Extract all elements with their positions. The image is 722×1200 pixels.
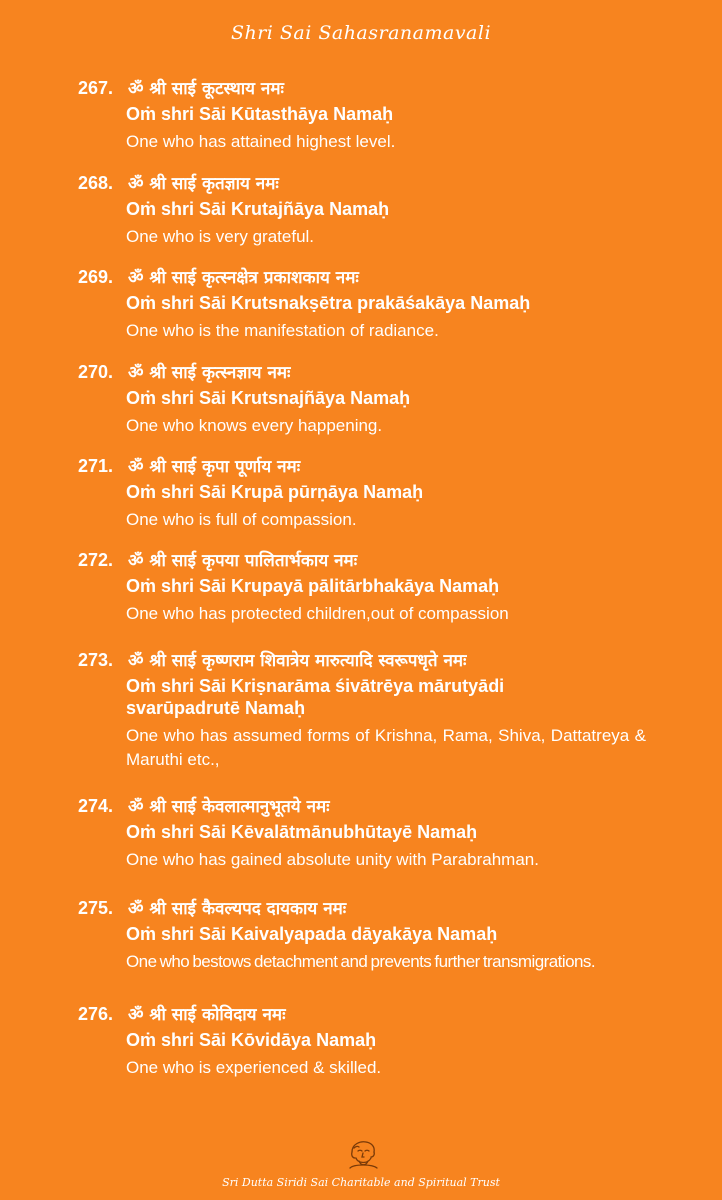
meaning-text: One who is the manifestation of radiance. [126, 321, 439, 340]
entry-number: 270. [78, 362, 114, 382]
sai-baba-portrait-icon [344, 1138, 382, 1174]
list-item [78, 454, 678, 532]
entry-number: 274. [78, 796, 114, 816]
transliteration-text: Oṁ shri Sāi Kriṣnarāma śivātrēya mārutyādi svarūpadrutē Namaḥ [126, 676, 505, 718]
sanskrit-text: ॐ श्री साई कोविदाय नमः [128, 1005, 286, 1025]
entry-number: 268. [78, 173, 114, 193]
transliteration-text: Oṁ shri Sāi Krutajñāya Namaḥ [126, 199, 390, 219]
entry-number: 276. [78, 1004, 114, 1024]
transliteration-text: Oṁ shri Sāi Krutsnajñāya Namaḥ [126, 388, 411, 408]
meaning-text: One who has protected children,out of compassion [126, 604, 509, 623]
transliteration-text: Oṁ shri Sāi Kōvidāya Namaḥ [126, 1030, 377, 1050]
entry-number: 273. [78, 650, 114, 670]
sanskrit-text: ॐ श्री साई कृपया पालितार्भकाय नमः [128, 551, 358, 571]
entry-number: 275. [78, 898, 114, 918]
transliteration-text: Oṁ shri Sāi Krupā pūrṇāya Namaḥ [126, 482, 424, 502]
sanskrit-text: ॐ श्री साई कृष्णराम शिवात्रेय मारुत्यादि स्वरूपधृते नमः [128, 651, 467, 671]
entry-number: 272. [78, 550, 114, 570]
entry-number: 271. [78, 456, 114, 476]
list-item [78, 1002, 678, 1080]
list-item [78, 171, 678, 249]
list-item [78, 360, 678, 438]
meaning-text: One who has assumed forms of Krishna, Rama, Shiva, Dattatreya & Maruthi etc., [126, 726, 646, 769]
sanskrit-text: ॐ श्री साई कृतज्ञाय नमः [128, 174, 279, 194]
meaning-text: One who knows every happening. [126, 416, 383, 435]
meaning-text: One who is very grateful. [126, 227, 315, 246]
transliteration-text: Oṁ shri Sāi Kūtasthāya Namaḥ [126, 104, 394, 124]
meaning-text: One who has gained absolute unity with Parabrahman. [126, 850, 539, 869]
transliteration-text: Oṁ shri Sāi Kēvalātmānubhūtayē Namaḥ [126, 822, 478, 842]
sanskrit-text: ॐ श्री साई कैवल्यपद दायकाय नमः [128, 899, 347, 919]
list-item [78, 794, 678, 872]
meaning-text: One who is full of compassion. [126, 510, 357, 529]
list-item [78, 548, 678, 626]
list-item [78, 265, 678, 343]
list-item [78, 896, 678, 974]
transliteration-text: Oṁ shri Sāi Krupayā pālitārbhakāya Namaḥ [126, 576, 500, 596]
sanskrit-text: ॐ श्री साई कूटस्थाय नमः [128, 79, 284, 99]
list-item [78, 76, 678, 154]
meaning-text: One who is experienced & skilled. [126, 1058, 382, 1077]
sanskrit-text: ॐ श्री साई कृत्स्नज्ञाय नमः [128, 363, 291, 383]
sanskrit-text: ॐ श्री साई कृत्स्नक्षेत्र प्रकाशकाय नमः [128, 268, 359, 288]
footer-trust-name: Sri Dutta Siridi Sai Charitable and Spiritual Trust [222, 1176, 500, 1189]
list-item [78, 648, 678, 772]
page-title: Shri Sai Sahasranamavali [230, 22, 492, 44]
meaning-text: One who bestows detachment and prevents further transmigrations. [126, 952, 596, 971]
transliteration-text: Oṁ shri Sāi Kaivalyapada dāyakāya Namaḥ [126, 924, 498, 944]
transliteration-text: Oṁ shri Sāi Krutsnakṣētra prakāśakāya Namaḥ [126, 293, 531, 313]
meaning-text: One who has attained highest level. [126, 132, 396, 151]
entry-number: 267. [78, 78, 114, 98]
sanskrit-text: ॐ श्री साई कृपा पूर्णाय नमः [128, 457, 301, 477]
entry-number: 269. [78, 267, 114, 287]
sanskrit-text: ॐ श्री साई केवलात्मानुभूतये नमः [128, 797, 330, 817]
